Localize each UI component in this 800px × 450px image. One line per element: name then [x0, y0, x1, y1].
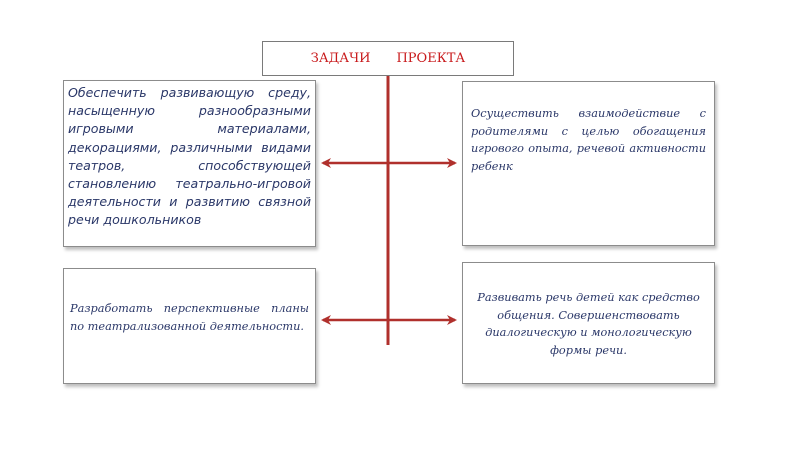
task-box-speech	[462, 262, 715, 384]
project-tasks-title	[262, 41, 514, 76]
task-text-environment: Обеспечить развивающую среду, насыщенную разнообразными игровыми материалами, декорациями, различными видами театров, способствующей становлению театрально-игровой деятельности и развитию связной речи дошкольников	[68, 85, 311, 228]
task-text-speech: Развивать речь детей как средство общения. Совершенствовать диалогическую и монологическую формы речи.	[477, 291, 700, 357]
task-text-parents: Осуществить взаимодействие с родителями с целью обогащения игрового опыта, речевой активности ребенк	[471, 107, 706, 173]
title-word-tasks: ЗАДАЧИ	[310, 51, 371, 66]
task-text-plans: Разработать перспективные планы по театрализованной деятельности.	[70, 302, 309, 333]
title-word-project: ПРОЕКТА	[396, 51, 466, 66]
task-box-environment	[63, 80, 316, 247]
task-box-plans	[63, 268, 316, 384]
task-box-parents	[462, 81, 715, 246]
